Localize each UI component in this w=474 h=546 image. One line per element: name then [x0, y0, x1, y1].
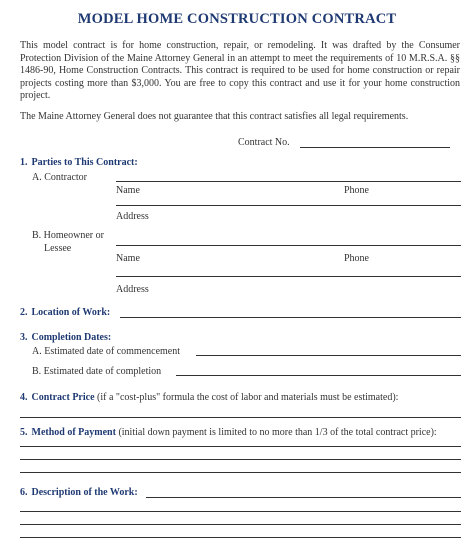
- section-title: Description of the Work:: [31, 487, 138, 498]
- document-title: MODEL HOME CONSTRUCTION CONTRACT: [77, 11, 397, 27]
- description-field-line[interactable]: [146, 497, 461, 498]
- section-number: 6.: [20, 487, 28, 498]
- homeowner-label: B. Homeowner or: [32, 230, 104, 241]
- section-note: (initial down payment is limited to no more than 1/3 of the total contract price):: [118, 427, 437, 438]
- disclaimer-paragraph: The Maine Attorney General does not guarantee that this contract satisfies all legal requirements.: [20, 111, 409, 122]
- homeowner-address-label: Address: [116, 284, 149, 295]
- section-number: 2.: [20, 307, 28, 318]
- homeowner-name-label: Name: [116, 253, 140, 264]
- section-number: 4.: [20, 392, 28, 403]
- contract-number-field[interactable]: [300, 147, 450, 148]
- homeowner-phone-label: Phone: [344, 253, 369, 264]
- section-note: (if a "cost-plus" formula the cost of labor and materials must be estimated):: [97, 392, 399, 403]
- section-title: Completion Dates:: [31, 332, 112, 343]
- contractor-address-label: Address: [116, 211, 149, 222]
- price-field-line[interactable]: [20, 417, 461, 418]
- section-title: Method of Payment: [31, 427, 116, 438]
- contractor-name-label: Name: [116, 185, 140, 196]
- homeowner-address-field[interactable]: [116, 276, 461, 277]
- description-field-line[interactable]: [20, 511, 461, 512]
- section-location-heading: [20, 307, 110, 318]
- section-payment-heading: [20, 427, 437, 438]
- section-number: 1.: [20, 157, 28, 168]
- section-title: Parties to This Contract:: [31, 157, 138, 168]
- section-title: Contract Price: [31, 392, 95, 403]
- contractor-label: A. Contractor: [32, 172, 87, 183]
- section-number: 5.: [20, 427, 28, 438]
- description-field-line[interactable]: [20, 537, 461, 538]
- payment-field-line[interactable]: [20, 472, 461, 473]
- location-field[interactable]: [120, 317, 461, 318]
- description-field-line[interactable]: [20, 524, 461, 525]
- intro-paragraph: This model contract is for home construction, repair, or remodeling. It was drafted by the Consumer Protection Division of the Maine Attorney General in an attempt to meet the requirements of 10 M.R.S.A. §§ 1486-90, Home Construction Contracts. This contract is required to be used for home construction or repair projects costing more than $3,000. You are free to copy this contract and use it for your home construction project.: [20, 40, 460, 102]
- section-description-heading: [20, 487, 138, 498]
- section-dates-heading: [20, 332, 111, 343]
- commencement-label: A. Estimated date of commencement: [32, 346, 181, 357]
- payment-field-line[interactable]: [20, 459, 461, 460]
- homeowner-field[interactable]: [116, 245, 461, 246]
- payment-field-line[interactable]: [20, 446, 461, 447]
- contractor-address-field[interactable]: [116, 205, 461, 206]
- completion-label: B. Estimated date of completion: [32, 366, 162, 377]
- homeowner-label-cont: Lessee: [44, 243, 72, 254]
- contractor-field[interactable]: [116, 181, 461, 182]
- contractor-phone-label: Phone: [344, 185, 369, 196]
- section-number: 3.: [20, 332, 28, 343]
- contract-number-label: Contract No.: [238, 137, 290, 148]
- section-price-heading: [20, 392, 398, 403]
- commencement-date-field[interactable]: [196, 355, 461, 356]
- section-parties-heading: [20, 157, 138, 168]
- section-title: Location of Work:: [31, 307, 111, 318]
- completion-date-field[interactable]: [176, 375, 461, 376]
